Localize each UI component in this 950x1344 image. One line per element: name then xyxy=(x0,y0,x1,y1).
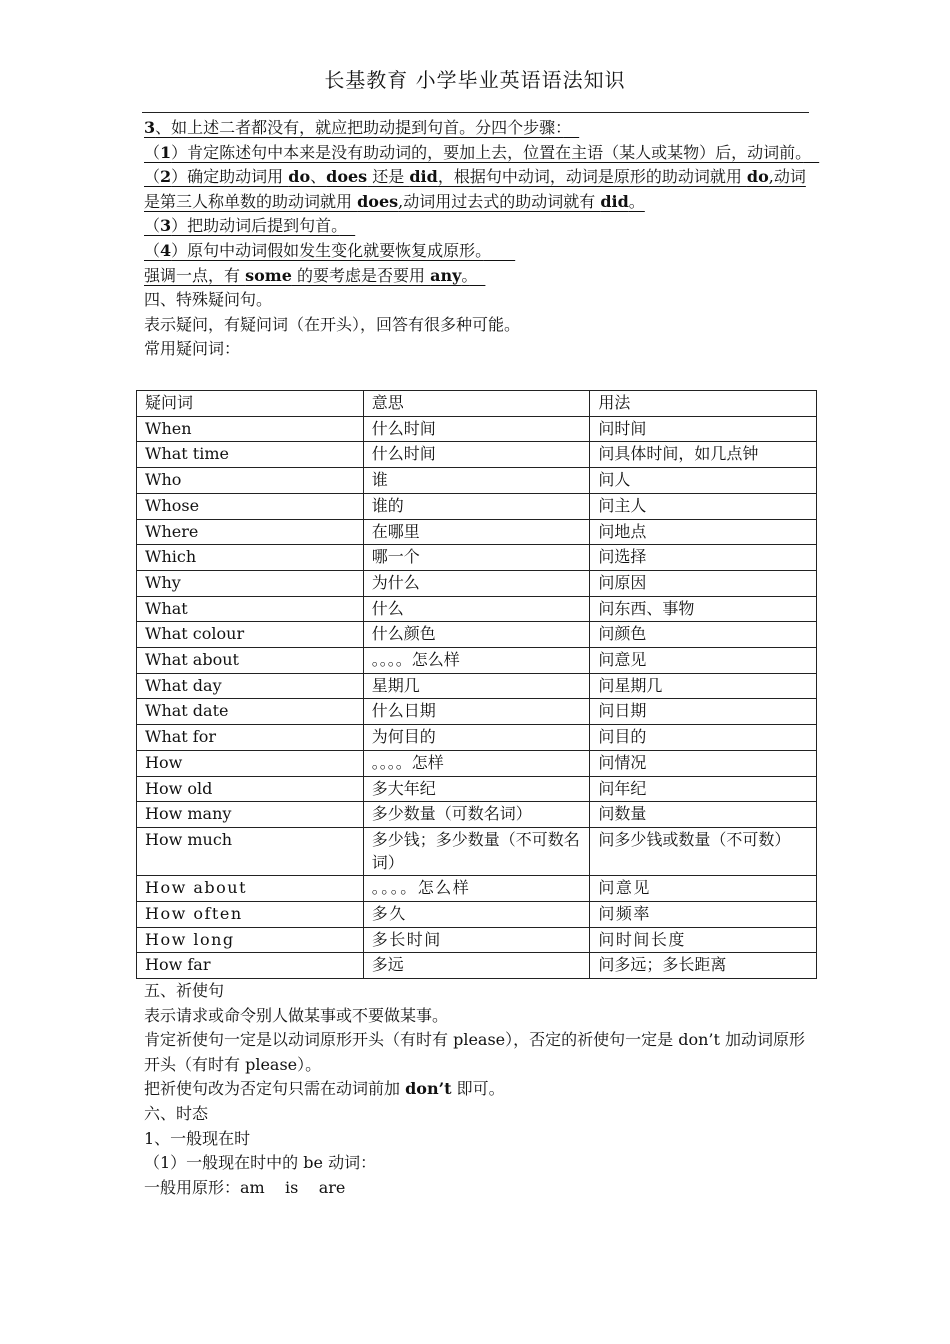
meaning-cell: 谁的 xyxy=(363,493,590,519)
be-forms: 一般用原形：am is are xyxy=(144,1177,346,1197)
steps-section xyxy=(144,116,812,362)
usage-cell: 问地点 xyxy=(590,519,817,545)
table-caption: 常用疑问词： xyxy=(144,339,241,359)
step-3: （3）把助动词后提到句首。 xyxy=(144,216,340,236)
step-1: （1）肯定陈述句中本来是没有助动词的，要加上去，位置在主语（某人或某物）后，动词前。 xyxy=(144,142,804,162)
section5-rule: 肯定祈使句一定是以动词原形开头（有时有 please），否定的祈使句一定是 don’t 加动词原形开头（有时有 please）。 xyxy=(144,1030,806,1074)
meaning-cell: 在哪里 xyxy=(363,519,590,545)
usage-cell: 问多远；多长距离 xyxy=(590,953,817,979)
table-row xyxy=(137,725,817,751)
question-word-cell: What date xyxy=(137,699,364,725)
meaning-cell: 什么颜色 xyxy=(363,622,590,648)
table-row xyxy=(137,673,817,699)
usage-cell: 问颜色 xyxy=(590,622,817,648)
meaning-cell: 多久 xyxy=(363,902,590,928)
step-2: （2）确定助动词用 do、does 还是 did，根据句中动词，动词是原形的助动词就用 do,动词是第三人称单数的助动词就用 does,动词用过去式的助动词就有 did。 xyxy=(144,167,806,211)
meaning-cell: 多大年纪 xyxy=(363,776,590,802)
meaning-cell: 多少钱；多少数量（不可数名词） xyxy=(363,827,590,875)
meaning-cell: 谁 xyxy=(363,468,590,494)
table-row xyxy=(137,648,817,674)
question-word-cell: Why xyxy=(137,570,364,596)
table-header-row xyxy=(137,391,817,417)
table-row xyxy=(137,827,817,875)
usage-cell: 问意见 xyxy=(590,648,817,674)
meaning-cell: 什么时间 xyxy=(363,442,590,468)
usage-cell: 问选择 xyxy=(590,545,817,571)
meaning-cell: 。。。。怎么样 xyxy=(363,876,590,902)
section6-sub1: 1、一般现在时 xyxy=(144,1128,251,1148)
meaning-cell: 星期几 xyxy=(363,673,590,699)
section4-desc: 表示疑问，有疑问词（在开头），回答有很多种可能。 xyxy=(144,314,521,334)
table-row xyxy=(137,570,817,596)
table-row xyxy=(137,519,817,545)
usage-cell: 问星期几 xyxy=(590,673,817,699)
question-word-cell: Where xyxy=(137,519,364,545)
usage-cell: 问原因 xyxy=(590,570,817,596)
lower-section xyxy=(144,979,812,1200)
question-words-table xyxy=(136,390,817,979)
section6-sub1-1: （1）一般现在时中的 be 动词： xyxy=(144,1153,377,1173)
section4-title: 四、特殊疑问句。 xyxy=(144,290,273,310)
table-row xyxy=(137,596,817,622)
usage-cell: 问年纪 xyxy=(590,776,817,802)
question-word-cell: What colour xyxy=(137,622,364,648)
usage-cell: 问情况 xyxy=(590,750,817,776)
question-word-cell: Which xyxy=(137,545,364,571)
table-row xyxy=(137,776,817,802)
meaning-cell: 哪一个 xyxy=(363,545,590,571)
header-meaning: 意思 xyxy=(363,391,590,417)
usage-cell: 问时间 xyxy=(590,416,817,442)
table-row xyxy=(137,927,817,953)
usage-cell: 问具体时间，如几点钟 xyxy=(590,442,817,468)
page-header-title: 长基教育 小学毕业英语语法知识 xyxy=(324,68,626,92)
table-row xyxy=(137,699,817,725)
question-word-cell: How many xyxy=(137,802,364,828)
usage-cell: 问时间长度 xyxy=(590,927,817,953)
usage-cell: 问数量 xyxy=(590,802,817,828)
question-word-cell: How old xyxy=(137,776,364,802)
meaning-cell: 多长时间 xyxy=(363,927,590,953)
table-row xyxy=(137,442,817,468)
header-divider xyxy=(142,112,809,113)
table-row xyxy=(137,750,817,776)
meaning-cell: 多少数量（可数名词） xyxy=(363,802,590,828)
table-row xyxy=(137,545,817,571)
question-word-cell: How about xyxy=(137,876,364,902)
question-word-cell: Whose xyxy=(137,493,364,519)
table-row xyxy=(137,416,817,442)
question-word-cell: What day xyxy=(137,673,364,699)
question-word-cell: How xyxy=(137,750,364,776)
emphasis-note: 强调一点，有 some 的要考虑是否要用 any。 xyxy=(144,265,470,285)
meaning-cell: 什么时间 xyxy=(363,416,590,442)
usage-cell: 问主人 xyxy=(590,493,817,519)
question-word-cell: How far xyxy=(137,953,364,979)
question-word-cell: What time xyxy=(137,442,364,468)
table-row xyxy=(137,953,817,979)
question-word-cell: When xyxy=(137,416,364,442)
question-word-cell: What about xyxy=(137,648,364,674)
section5-desc: 表示请求或命令别人做某事或不要做某事。 xyxy=(144,1005,449,1025)
usage-cell: 问东西、事物 xyxy=(590,596,817,622)
usage-cell: 问频率 xyxy=(590,902,817,928)
question-word-cell: What for xyxy=(137,725,364,751)
table-row xyxy=(137,902,817,928)
meaning-cell: 为什么 xyxy=(363,570,590,596)
table-row xyxy=(137,493,817,519)
question-word-cell: What xyxy=(137,596,364,622)
step-4: （4）原句中动词假如发生变化就要恢复成原形。 xyxy=(144,240,484,260)
question-word-cell: Who xyxy=(137,468,364,494)
section5-title: 五、祈使句 xyxy=(144,981,225,1000)
meaning-cell: 为何目的 xyxy=(363,725,590,751)
meaning-cell: 。。。。怎么样 xyxy=(363,648,590,674)
table-row xyxy=(137,802,817,828)
usage-cell: 问日期 xyxy=(590,699,817,725)
usage-cell: 问人 xyxy=(590,468,817,494)
usage-cell: 问意见 xyxy=(590,876,817,902)
question-word-cell: How long xyxy=(137,927,364,953)
table-row xyxy=(137,622,817,648)
meaning-cell: 。。。。怎样 xyxy=(363,750,590,776)
usage-cell: 问目的 xyxy=(590,725,817,751)
question-word-cell: How often xyxy=(137,902,364,928)
section6-title: 六、时态 xyxy=(144,1103,209,1123)
steps-intro: 3、如上述二者都没有，就应把助动提到句首。分四个步骤： xyxy=(144,118,564,137)
usage-cell: 问多少钱或数量（不可数） xyxy=(590,827,817,875)
header-question-word: 疑问词 xyxy=(137,391,364,417)
section5-negative: 把祈使句改为否定句只需在动词前加 don’t 即可。 xyxy=(144,1079,505,1099)
header-usage: 用法 xyxy=(590,391,817,417)
meaning-cell: 什么日期 xyxy=(363,699,590,725)
table-row xyxy=(137,468,817,494)
meaning-cell: 多远 xyxy=(363,953,590,979)
meaning-cell: 什么 xyxy=(363,596,590,622)
table-row xyxy=(137,876,817,902)
question-word-cell: How much xyxy=(137,827,364,875)
